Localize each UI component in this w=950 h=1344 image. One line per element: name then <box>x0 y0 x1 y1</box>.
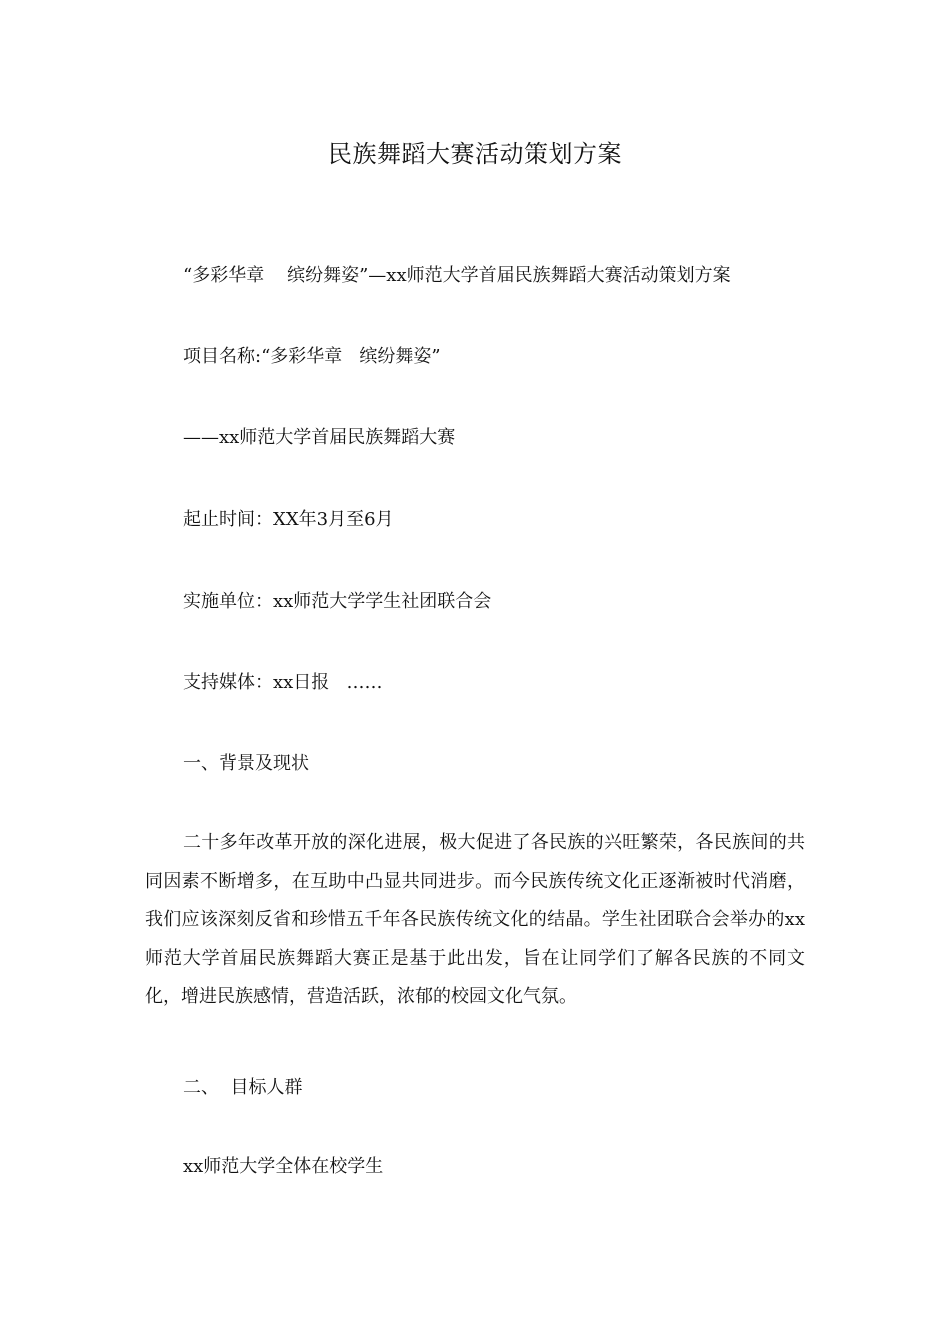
project-organizer: 实施单位：xx师范大学学生社团联合会 <box>183 591 492 612</box>
project-name: 项目名称:“多彩华章 缤纷舞姿” <box>183 346 441 367</box>
document-title: 民族舞蹈大赛活动策划方案 <box>328 140 622 168</box>
project-media: 支持媒体：xx日报 …… <box>183 672 383 693</box>
section-2-paragraph: xx师范大学全体在校学生 <box>183 1156 384 1177</box>
section-2-heading: 二、 目标人群 <box>183 1077 303 1098</box>
section-1-heading: 一、背景及现状 <box>183 753 309 774</box>
project-period: 起止时间：XX年3月至6月 <box>183 509 394 530</box>
document-subtitle: “多彩华章 缤纷舞姿”—xx师范大学首届民族舞蹈大赛活动策划方案 <box>183 265 731 286</box>
section-1-paragraph: 二十多年改革开放的深化进展，极大促进了各民族的兴旺繁荣，各民族间的共同因素不断增多，在互助中凸显共同进步。而今民族传统文化正逐渐被时代消磨，我们应该深刻反省和珍惜五千年各民族传统文化的结晶。学生社团联合会举办的xx师范大学首届民族舞蹈大赛正是基于此出发，旨在让同学们了解各民族的不同文化，增进民族感情，营造活跃，浓郁的校园文化气氛。 <box>145 832 805 1007</box>
project-subtitle: ——xx师范大学首届民族舞蹈大赛 <box>183 427 456 448</box>
